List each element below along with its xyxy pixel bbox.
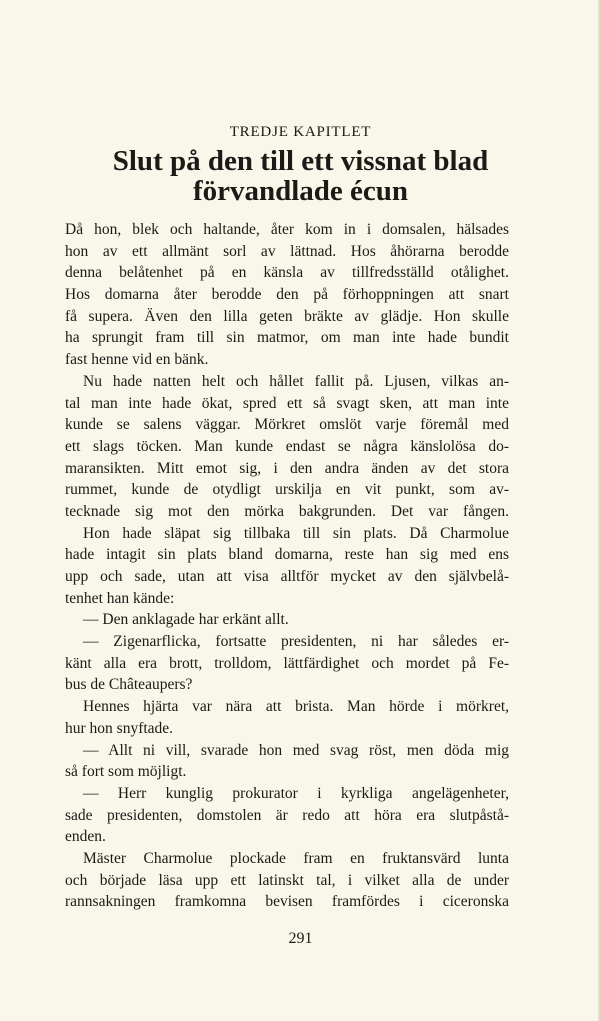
text-line: Då hon, blek och haltande, åter kom in i domsalen, hälsades xyxy=(65,221,509,238)
text-line: — Den anklagade har erkänt allt. xyxy=(83,611,289,629)
text-line: och började läsa upp ett latinskt tal, i vilket alla de under xyxy=(65,871,509,889)
text-line: — Allt ni vill, svarade hon med svag röst, men döda mig xyxy=(83,741,509,759)
text-line: bus de Châteaupers? xyxy=(65,676,193,694)
text-line: så fort som möjligt. xyxy=(65,763,187,781)
page-number: 291 xyxy=(288,930,313,947)
text-line: rannsakningen framkomna bevisen framfördes i ciceronska xyxy=(65,893,509,911)
text-line: sade presidenten, domstolen är redo att höra era slutpåstå- xyxy=(65,806,509,824)
text-line: ett slags töcken. Man kunde endast se några känslolösa do- xyxy=(65,437,509,455)
text-line: hade intagit sin plats bland domarna, reste han sig med ens xyxy=(65,546,509,564)
text-line: tecknade sig mot den mörka bakgrunden. Det var fången. xyxy=(65,502,509,520)
text-line: ha sprungit fram till sin matmor, om man inte hade bundit xyxy=(65,329,509,347)
text-line: tal man inte hade ökat, spred ett så svagt sken, att man inte xyxy=(65,394,509,412)
text-line: Hos domarna åter berodde den på förhoppningen att snart xyxy=(65,286,509,304)
text-line: Hon hade släpat sig tillbaka till sin plats. Då Charmolue xyxy=(83,524,509,542)
text-line: hur hon snyftade. xyxy=(65,719,174,737)
text-line: upp och sade, utan att visa alltför mycket av den självbelå- xyxy=(65,568,509,585)
text-line: — Zigenarflicka, fortsatte presidenten, ni har således er- xyxy=(83,633,509,651)
chapter-label: TREDJE KAPITLET xyxy=(229,124,372,140)
body-text xyxy=(65,219,509,913)
chapter-title-line: förvandlade écun xyxy=(192,175,409,207)
text-line: denna belåtenhet på en känsla av tillfredsställd otålighet. xyxy=(65,264,509,282)
text-line: — Herr kunglig prokurator i kyrkliga angelägenheter, xyxy=(83,784,509,802)
text-line: rummet, kunde de otydligt urskilja en vit punkt, som av- xyxy=(65,481,509,499)
chapter-title xyxy=(40,146,561,206)
chapter-title-line: Slut på den till ett vissnat blad xyxy=(112,145,489,177)
text-line: Hennes hjärta var nära att brista. Man hörde i mörkret, xyxy=(83,698,509,716)
text-line: hon av ett allmänt sorl av lättnad. Hos åhörarna berodde xyxy=(65,242,509,260)
text-line: kunde se salens väggar. Mörkret omslöt varje föremål med xyxy=(65,416,509,434)
text-line: få supera. Även den lilla geten bräkte av glädje. Hon skulle xyxy=(65,307,509,325)
text-line: maransikten. Mitt emot sig, i den andra änden av det stora xyxy=(65,459,509,477)
text-line: Mäster Charmolue plockade fram en fruktansvärd lunta xyxy=(83,849,509,867)
text-line: enden. xyxy=(65,828,106,846)
text-line: känt alla era brott, trolldom, lättfärdighet och mordet på Fe- xyxy=(65,654,509,672)
text-line: Nu hade natten helt och hållet fallit på. Ljusen, vilkas an- xyxy=(83,372,509,390)
text-line: tenhet han kände: xyxy=(65,589,175,607)
text-line: fast henne vid en bänk. xyxy=(65,351,209,369)
